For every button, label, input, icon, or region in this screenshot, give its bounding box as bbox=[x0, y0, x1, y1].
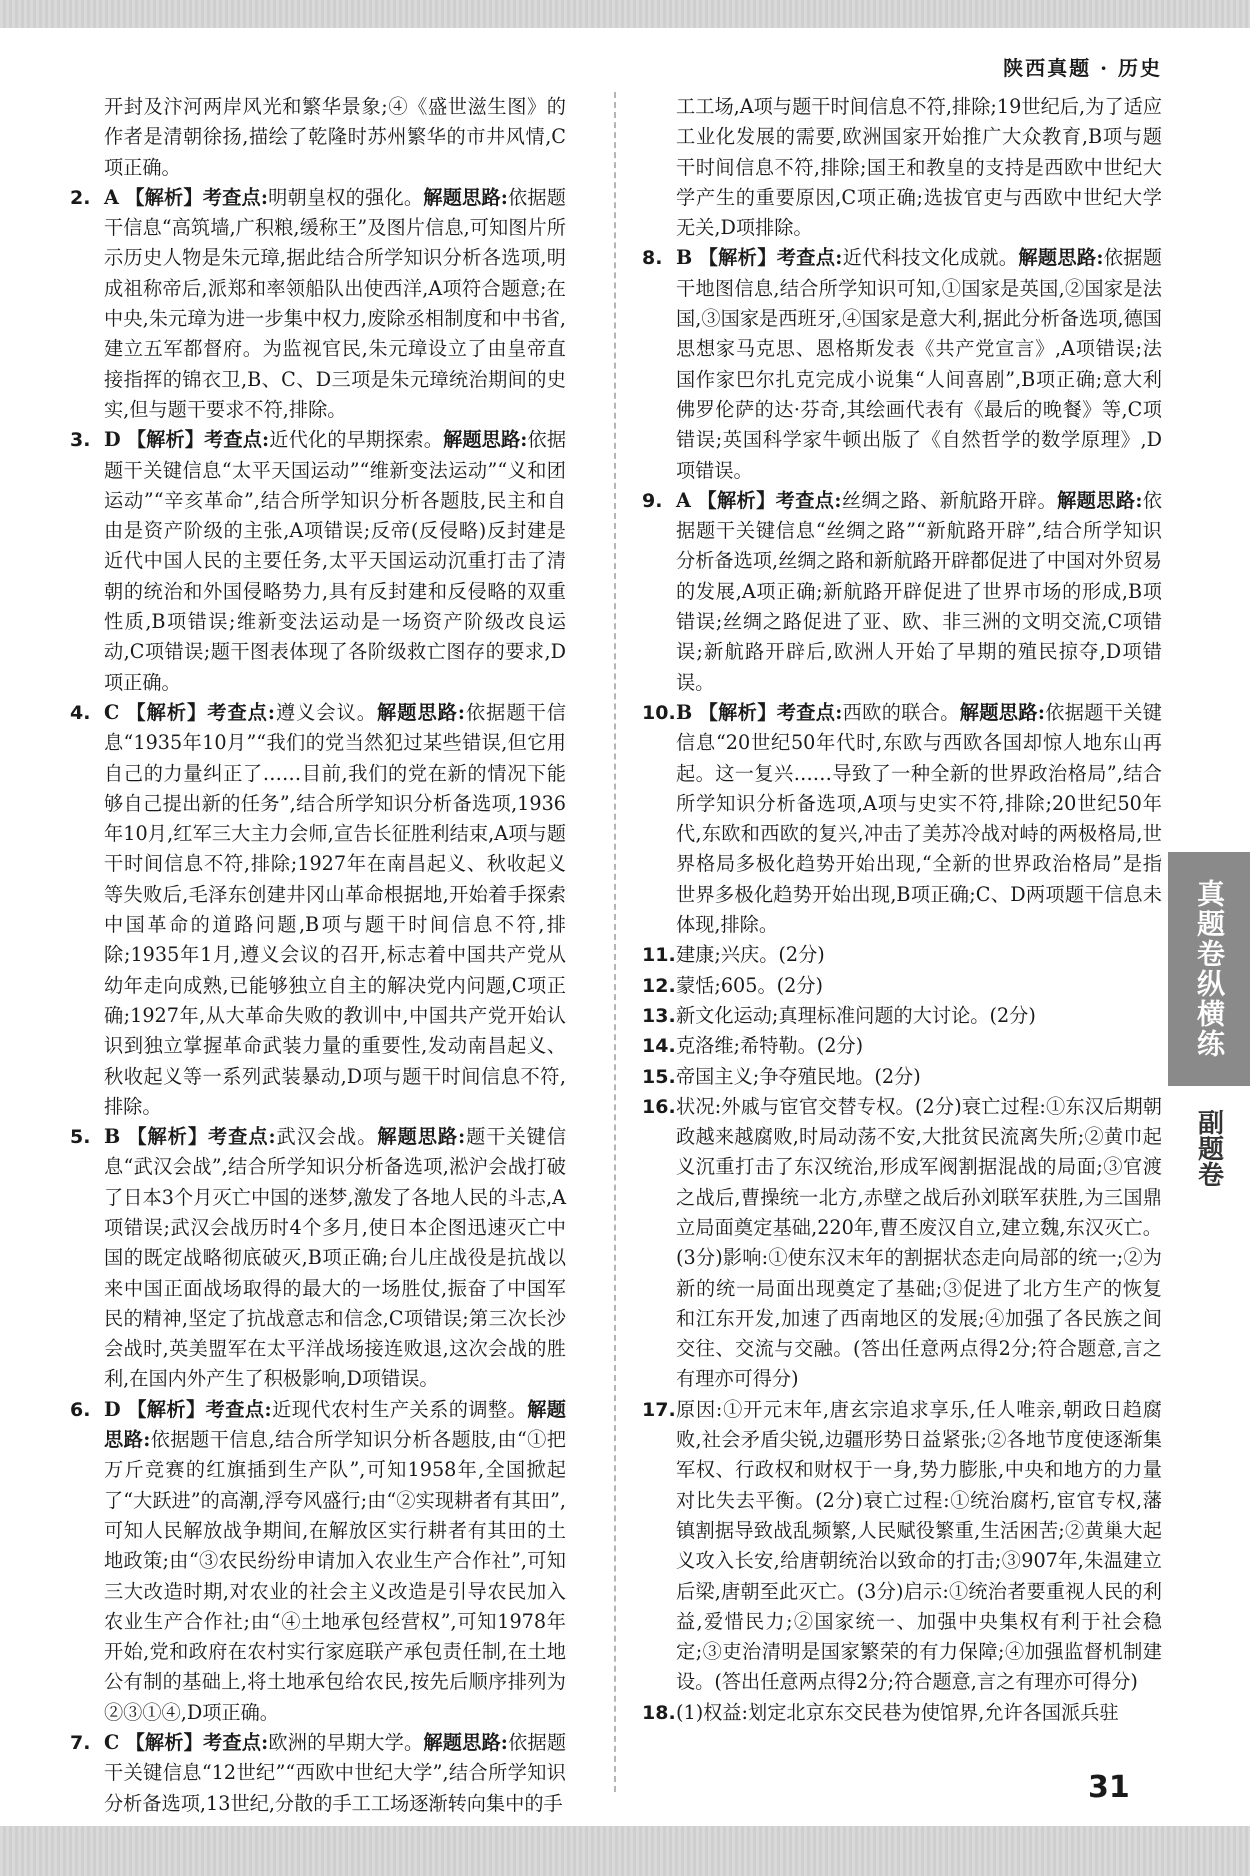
item-number: 11. bbox=[642, 944, 676, 967]
topic: 西欧的联合。 bbox=[842, 700, 960, 724]
item-number: 7. bbox=[70, 1732, 91, 1755]
topic: 明朝皇权的强化。 bbox=[267, 185, 424, 209]
analysis-tag: 【解析】考查点: bbox=[127, 1125, 276, 1149]
answer-item-2 bbox=[70, 183, 566, 425]
explanation: 依据题干信息“高筑墙,广积粮,缓称王”及图片信息,可知图片所示历史人物是朱元璋,据此结合所学知识分析各选项,明成祖称帝后,派郑和率领船队出使西洋,A项符合题意;在中央,朱元璋为进一步集中权力,废除丞相制度和中书省,建立五军都督府。为监视官民,朱元璋设立了由皇帝直接指挥的锦衣卫,B、C、D三项是朱元璋统治期间的史实,但与题干要求不符,排除。 bbox=[104, 185, 566, 421]
analysis-tag: 【解析】考查点: bbox=[125, 1731, 269, 1755]
answer-text: (1)权益:划定北京东交民巷为使馆界,允许各国派兵驻 bbox=[676, 1700, 1119, 1724]
answer-letter: C bbox=[104, 1731, 120, 1755]
topic: 近现代农村生产关系的调整。 bbox=[271, 1397, 528, 1421]
analysis-tag: 【解析】考查点: bbox=[698, 246, 843, 270]
answer-letter: D bbox=[104, 428, 121, 452]
analysis-tag: 【解析】考查点: bbox=[125, 185, 268, 209]
topic: 近代化的早期探索。 bbox=[269, 428, 444, 452]
answer-text: 新文化运动;真理标准问题的大讨论。(2分) bbox=[676, 1003, 1036, 1027]
column-divider bbox=[614, 92, 616, 1792]
answer-text: 原因:①开元末年,唐玄宗追求享乐,任人唯亲,朝政日趋腐败,社会矛盾尖锐,边疆形势日益紧张;②各地节度使逐渐集军权、行政权和财权于一身,势力膨胀,中央和地方的力量对比失去平衡。(2分)衰亡过程:①统治腐朽,宦官专权,藩镇割据导致战乱频繁,人民赋役繁重,生活困苦;②黄巢大起义攻入长安,给唐朝统治以致命的打击;③907年,朱温建立后梁,唐朝至此灭亡。(3分)启示:①统治者要重视人民的利益,爱惜民力;②国家统一、加强中央集权有利于社会稳定;③吏治清明是国家繁荣的有力保障;④加强监督机制建设。(答出任意两点得2分;符合题意,言之有理亦可得分) bbox=[676, 1397, 1162, 1694]
explanation: 依据题干关键信息“太平天国运动”“维新变法运动”“义和团运动”“辛亥革命”,结合所学知识分析各题肢,民主和自由是资产阶级的主张,A项错误;反帝(反侵略)反封建是近代中国人民的主要任务,太平天国运动沉重打击了清朝的统治和外国侵略势力,具有反封建和反侵略的双重性质,B项错误;维新变法运动是一场资产阶级改良运动,C项错误;题干图表体现了各阶级救亡图存的要求,D项正确。 bbox=[104, 428, 567, 694]
item-number: 13. bbox=[642, 1004, 676, 1027]
topic: 遵义会议。 bbox=[274, 700, 378, 724]
item-number: 3. bbox=[70, 429, 91, 452]
answer-item-13 bbox=[642, 1001, 1162, 1031]
answer-item-17 bbox=[642, 1395, 1162, 1698]
explanation: 依据题干关键信息“12世纪”“西欧中世纪大学”,结合所学知识分析备选项,13世纪,分散的手工工场逐渐转向集中的手 bbox=[104, 1731, 567, 1815]
answer-text: 帝国主义;争夺殖民地。(2分) bbox=[676, 1064, 921, 1088]
item-number: 10. bbox=[642, 701, 676, 724]
item-number: 4. bbox=[70, 701, 91, 724]
answer-continuation bbox=[642, 92, 1162, 243]
topic: 欧洲的早期大学。 bbox=[268, 1731, 424, 1755]
explanation: 依据题干关键信息“丝绸之路”“新航路开辟”,结合所学知识分析备选项,丝绸之路和新航路开辟都促进了中国对外贸易的发展,A项正确;新航路开辟促进了世界市场的形成,B项错误;丝绸之路促进了亚、欧、非三洲的文明交流,C项错误;新航路开辟后,欧洲人开始了早期的殖民掠夺,D项错误。 bbox=[676, 488, 1162, 694]
tip-label: 解题思路: bbox=[377, 1125, 466, 1149]
answer-item-3 bbox=[70, 425, 566, 698]
answer-item-5 bbox=[70, 1122, 566, 1395]
item-number: 2. bbox=[70, 186, 91, 209]
right-column bbox=[642, 92, 1162, 1728]
answer-letter: A bbox=[104, 185, 119, 209]
item-number: 16. bbox=[642, 1095, 676, 1118]
explanation: 依据题干信息,结合所学知识分析各题肢,由“①把万斤竞赛的红旗插到生产队”,可知1958年,全国掀起了“大跃进”的高潮,浮夸风盛行;由“②实现耕者有其田”,可知人民解放战争期间,在解放区实行耕者有其田的土地政策;由“③农民纷纷申请加入农业生产合作社”,可知三大改造时期,对农业的社会主义改造是引导农民加入农业生产合作社;由“④土地承包经营权”,可知1978年开始,党和政府在农村实行家庭联产承包责任制,在土地公有制的基础上,将土地承包给农民,按先后顺序排列为②③①④,D项正确。 bbox=[104, 1428, 566, 1724]
item-number: 15. bbox=[642, 1065, 676, 1088]
answer-item-15 bbox=[642, 1062, 1162, 1092]
item-number: 18. bbox=[642, 1701, 676, 1724]
topic: 近代科技文化成就。 bbox=[842, 246, 1019, 270]
tip-label: 解题思路: bbox=[1057, 488, 1143, 512]
answer-letter: B bbox=[104, 1125, 121, 1149]
tip-label: 解题思路: bbox=[423, 1731, 508, 1755]
page-number: 31 bbox=[1088, 1770, 1130, 1805]
topic: 武汉会战。 bbox=[275, 1125, 378, 1149]
top-border bbox=[0, 0, 1250, 28]
answer-item-16 bbox=[642, 1092, 1162, 1395]
answer-item-7 bbox=[70, 1728, 566, 1819]
continuation-text: 工工场,A项与题干时间信息不符,排除;19世纪后,为了适应工业化发展的需要,欧洲国家开始推广大众教育,B项与题干时间信息不符,排除;国王和教皇的支持是西欧中世纪大学产生的重要原因,C项正确;选拔官吏与西欧中世纪大学无关,D项排除。 bbox=[676, 95, 1162, 240]
answer-text: 克洛维;希特勒。(2分) bbox=[676, 1034, 864, 1058]
explanation: 题干关键信息“武汉会战”,结合所学知识分析备选项,淞沪会战打破了日本3个月灭亡中国的迷梦,激发了各地人民的斗志,A项错误;武汉会战历时4个多月,使日本企图迅速灭亡中国的既定战略彻底破灭,B项正确;台儿庄战役是抗战以来中国正面战场取得的最大的一场胜仗,振奋了中国军民的精神,坚定了抗战意志和信念,C项错误;第三次长沙会战时,英美盟军在太平洋战场接连败退,这次会战的胜利,在国内外产生了积极影响,D项错误。 bbox=[104, 1125, 567, 1391]
answer-text: 状况:外戚与宦官交替专权。(2分)衰亡过程:①东汉后期朝政越来越腐败,时局动荡不安,大批贫民流离失所;②黄巾起义沉重打击了东汉统治,形成军阀割据混战的局面;③官渡之战后,曹操统一北方,赤壁之战后孙刘联军获胜,为三国鼎立局面奠定基础,220年,曹丕废汉自立,建立魏,东汉灭亡。(3分)影响:①使东汉末年的割据状态走向局部的统一;②为新的统一局面出现奠定了基础;③促进了北方生产的恢复和江东开发,加速了西南地区的发展;④加强了各民族之间交往、交流与交融。(答出任意两点得2分;符合题意,言之有理亦可得分) bbox=[676, 1094, 1162, 1391]
answer-item-6 bbox=[70, 1395, 566, 1728]
answer-item-14 bbox=[642, 1031, 1162, 1061]
answer-letter: B bbox=[676, 246, 693, 270]
side-sub-label: 副题卷 bbox=[1193, 1109, 1224, 1187]
tip-label: 解题思路: bbox=[443, 428, 528, 452]
answer-text: 建康;兴庆。(2分) bbox=[676, 943, 825, 967]
item-number: 8. bbox=[642, 247, 663, 270]
explanation: 依据题干信息“1935年10月”“我们的党当然犯过某些错误,但它用自己的力量纠正了……目前,我们的党在新的情况下能够自己提出新的任务”,结合所学知识分析备选项,1936年10月,红军三大主力会师,宣告长征胜利结束,A项与题干时间信息不符,排除;1927年在南昌起义、秋收起义等失败后,毛泽东创建井冈山革命根据地,开始着手探索中国革命的道路问题,B项与题干时间信息不符,排除;1935年1月,遵义会议的召开,标志着中国共产党从幼年走向成熟,已能够独立自主的解决党内问题,C项正确;1927年,从大革命失败的教训中,中国共产党开始认识到独立掌握革命武装力量的重要性,发动南昌起义、秋收起义等一系列武装暴动,D项与题干时间信息不符,排除。 bbox=[104, 700, 566, 1118]
analysis-tag: 【解析】考查点: bbox=[697, 488, 842, 512]
analysis-tag: 【解析】考查点: bbox=[127, 1397, 272, 1421]
answer-letter: C bbox=[104, 700, 120, 724]
answer-continuation bbox=[70, 92, 566, 183]
item-number: 14. bbox=[642, 1035, 676, 1058]
answer-letter: B bbox=[676, 700, 693, 724]
left-column bbox=[70, 92, 566, 1819]
side-tab-label: 真题卷纵横练 bbox=[1193, 879, 1226, 1059]
item-number: 6. bbox=[70, 1398, 91, 1421]
answer-item-4 bbox=[70, 698, 566, 1122]
explanation: 依据题干地图信息,结合所学知识可知,①国家是英国,②国家是法国,③国家是西班牙,④国家是意大利,据此分析备选项,德国思想家马克思、恩格斯发表《共产党宣言》,A项错误;法国作家巴尔扎克完成小说集“人间喜剧”,B项正确;意大利佛罗伦萨的达·芬奇,其绘画代表有《最后的晚餐》等,C项错误;英国科学家牛顿出版了《自然哲学的数学原理》,D项错误。 bbox=[676, 246, 1162, 482]
item-number: 5. bbox=[70, 1126, 91, 1149]
side-subsection-label bbox=[1168, 1088, 1250, 1208]
tip-label: 解题思路: bbox=[104, 1397, 566, 1452]
side-section-tab bbox=[1168, 852, 1250, 1086]
answer-item-18 bbox=[642, 1698, 1162, 1728]
tip-label: 解题思路: bbox=[959, 700, 1045, 724]
running-header: 陕西真题 · 历史 bbox=[1003, 56, 1162, 80]
answer-item-9 bbox=[642, 486, 1162, 698]
answer-item-8 bbox=[642, 243, 1162, 485]
answer-letter: A bbox=[676, 488, 691, 512]
bottom-border bbox=[0, 1826, 1250, 1876]
item-number: 12. bbox=[642, 974, 676, 997]
answer-item-11 bbox=[642, 940, 1162, 970]
tip-label: 解题思路: bbox=[423, 185, 508, 209]
continuation-text: 开封及汴河两岸风光和繁华景象;④《盛世滋生图》的作者是清朝徐扬,描绘了乾隆时苏州繁华的市井风情,C项正确。 bbox=[104, 95, 566, 179]
analysis-tag: 【解析】考查点: bbox=[126, 428, 270, 452]
answer-item-12 bbox=[642, 971, 1162, 1001]
answer-item-10 bbox=[642, 698, 1162, 940]
analysis-tag: 【解析】考查点: bbox=[698, 700, 843, 724]
explanation: 依据题干关键信息“20世纪50年代时,东欧与西欧各国却惊人地东山再起。这一复兴……导致了一种全新的世界政治格局”,结合所学知识分析备选项,A项与史实不符,排除;20世纪50年代,东欧和西欧的复兴,冲击了美苏冷战对峙的两极格局,世界格局多极化趋势开始出现,“全新的世界政治格局”是指世界多极化趋势开始出现,B项正确;C、D两项题干信息未体现,排除。 bbox=[676, 700, 1162, 937]
tip-label: 解题思路: bbox=[377, 700, 465, 724]
item-number: 17. bbox=[642, 1398, 676, 1421]
answer-text: 蒙恬;605。(2分) bbox=[676, 973, 824, 997]
answer-letter: D bbox=[104, 1397, 121, 1421]
item-number: 9. bbox=[642, 489, 663, 512]
tip-label: 解题思路: bbox=[1018, 246, 1104, 270]
topic: 丝绸之路、新航路开辟。 bbox=[841, 488, 1058, 512]
analysis-tag: 【解析】考查点: bbox=[126, 700, 275, 724]
